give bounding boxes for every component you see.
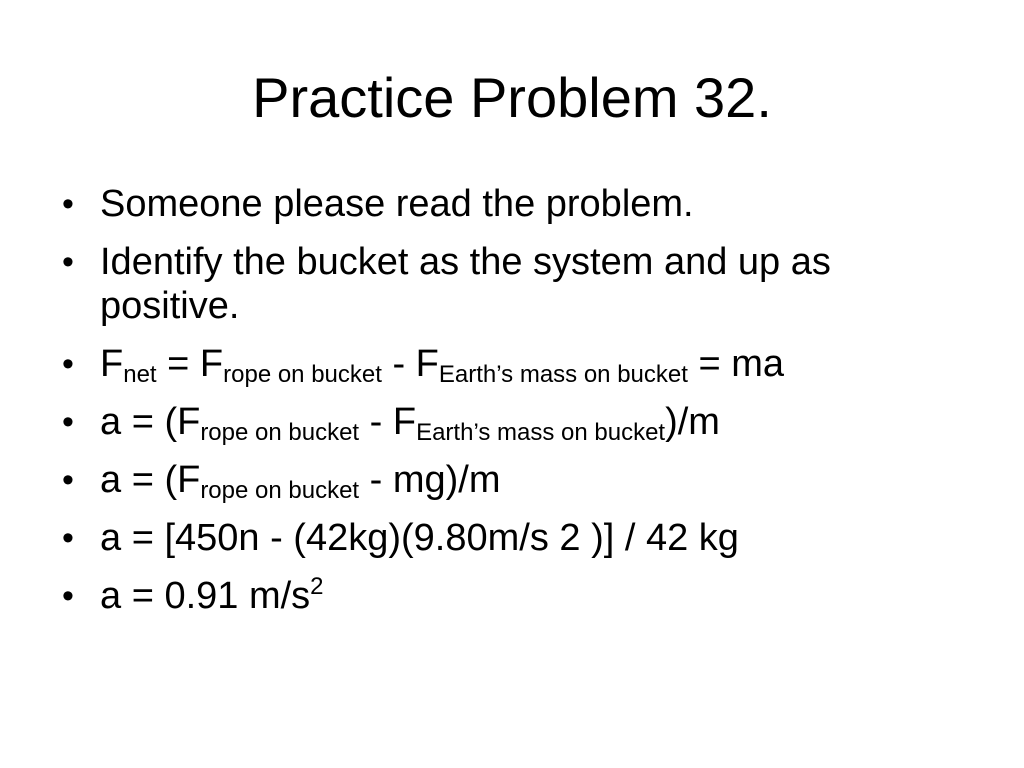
equation-text: F	[100, 343, 124, 385]
equation-text: a = (F	[100, 459, 201, 501]
equation-text: - mg)/m	[359, 459, 501, 501]
bullet-dot: •	[62, 577, 74, 615]
subscript: rope on bucket	[200, 477, 360, 504]
bullet-item	[58, 400, 978, 444]
superscript: 2	[310, 573, 324, 600]
bullet-dot: •	[62, 461, 74, 499]
bullet-text: Someone please read the problem.	[100, 183, 694, 225]
bullet-item	[58, 574, 978, 618]
subscript: Earth’s mass on bucket	[438, 361, 688, 388]
equation-text: - F	[359, 401, 417, 443]
equation-text: )/m	[665, 401, 720, 443]
bullet-item	[58, 240, 978, 328]
bullet-dot: •	[62, 403, 74, 441]
bullet-dot: •	[62, 519, 74, 557]
subscript: rope on bucket	[200, 419, 360, 446]
equation-text: - F	[381, 343, 439, 385]
bullet-dot: •	[62, 345, 74, 383]
bullet-item	[58, 182, 978, 226]
subscript: net	[123, 361, 157, 388]
subscript: rope on bucket	[223, 361, 382, 388]
bullet-text: Identify the bucket as the system and up as positive.	[100, 241, 831, 327]
bullet-list	[58, 182, 978, 632]
subscript: Earth’s mass on bucket	[416, 419, 666, 446]
bullet-item	[58, 516, 978, 560]
equation-text: a = [450n - (42kg)(9.80m/s 2 )] / 42 kg	[100, 517, 739, 559]
bullet-dot: •	[62, 185, 74, 223]
equation-text: = F	[156, 343, 224, 385]
equation-text: a = 0.91 m/s	[100, 575, 311, 617]
bullet-item	[58, 342, 978, 386]
bullet-dot: •	[62, 243, 74, 281]
slide-title: Practice Problem 32.	[252, 66, 772, 129]
bullet-item	[58, 458, 978, 502]
equation-text: a = (F	[100, 401, 201, 443]
equation-text: = ma	[687, 343, 785, 385]
